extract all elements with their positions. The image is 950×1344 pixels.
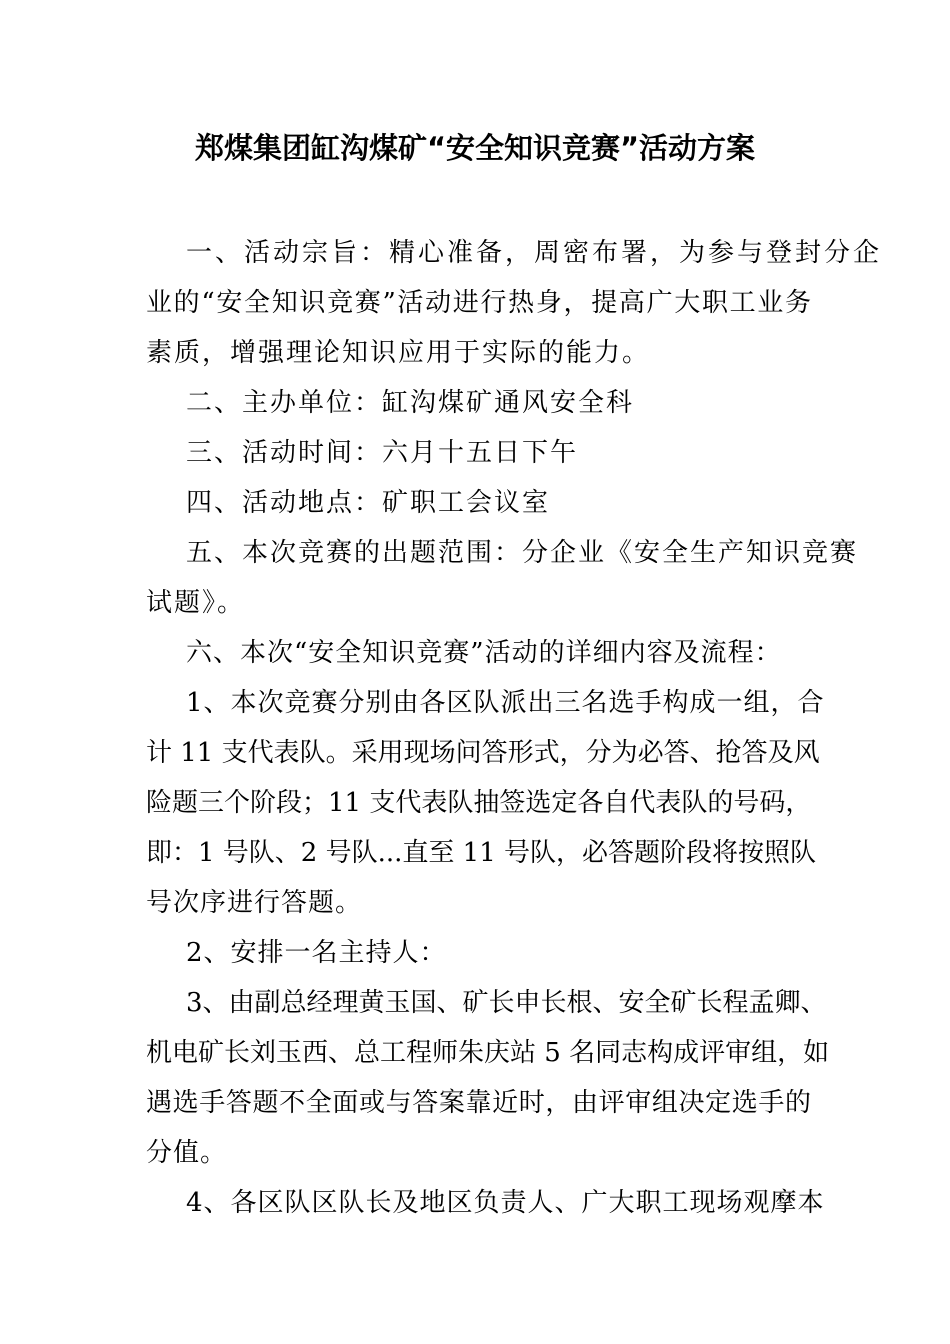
paragraph-line: 3、由副总经理黄玉国、矿长申长根、安全矿长程孟卿、 bbox=[186, 988, 827, 1018]
paragraph-line: 试题》。 bbox=[146, 588, 246, 618]
paragraph-line: 五、本次竞赛的出题范围：分企业《安全生产知识竞赛 bbox=[186, 538, 859, 568]
paragraph-line: 六、本次“安全知识竞赛”活动的详细内容及流程： bbox=[186, 638, 782, 668]
paragraph-line: 二、主办单位：缸沟煤矿通风安全科 bbox=[186, 388, 635, 418]
paragraph-line: 分值。 bbox=[146, 1138, 228, 1168]
paragraph-line: 2、安排一名主持人： bbox=[186, 938, 447, 968]
paragraph-line: 素质，增强理论知识应用于实际的能力。 bbox=[146, 338, 651, 368]
document-body bbox=[146, 228, 883, 1228]
paragraph-line: 计 11 支代表队。采用现场问答形式，分为必答、抢答及风 bbox=[146, 738, 820, 768]
paragraph-line: 三、活动时间：六月十五日下午 bbox=[186, 438, 579, 468]
paragraph-line: 险题三个阶段；11 支代表队抽签选定各自代表队的号码， bbox=[146, 788, 812, 818]
paragraph-line: 4、各区队区队长及地区负责人、广大职工现场观摩本 bbox=[186, 1188, 825, 1218]
paragraph-line: 机电矿长刘玉西、总工程师朱庆站 5 名同志构成评审组，如 bbox=[146, 1038, 830, 1068]
paragraph-line: 业的“安全知识竞赛”活动进行热身，提高广大职工业务 bbox=[146, 288, 811, 318]
paragraph-line: 1、本次竞赛分别由各区队派出三名选手构成一组，合 bbox=[186, 688, 825, 718]
document-title: 郑煤集团缸沟煤矿“安全知识竞赛”活动方案 bbox=[194, 131, 756, 165]
paragraph-line: 一、活动宗旨：精心准备，周密布署，为参与登封分企 bbox=[186, 238, 883, 268]
paragraph-line: 号次序进行答题。 bbox=[146, 888, 363, 918]
paragraph-line: 四、活动地点：矿职工会议室 bbox=[186, 488, 551, 518]
paragraph-line: 即：1 号队、2 号队...直至 11 号队，必答题阶段将按照队 bbox=[146, 838, 817, 868]
paragraph-line: 遇选手答题不全面或与答案靠近时，由评审组决定选手的 bbox=[146, 1088, 811, 1118]
